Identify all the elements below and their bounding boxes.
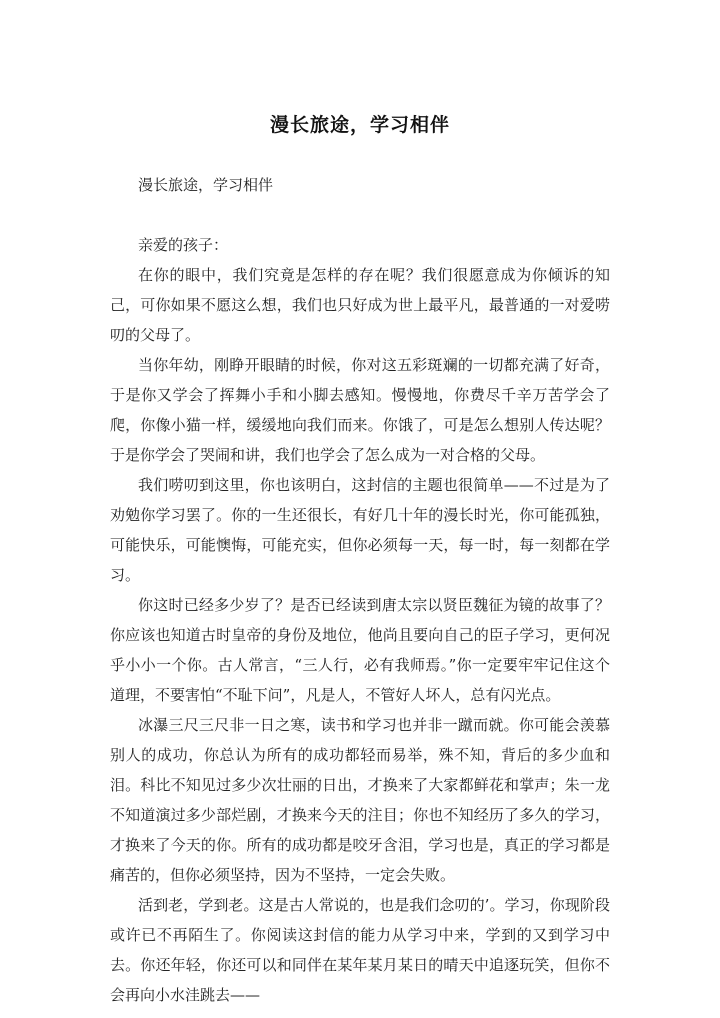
paragraph-4: 你这时已经多少岁了？是否已经读到唐太宗以贤臣魏征为镜的故事了？你应该也知道古时皇帝的身份及地位，他尚且要向自己的臣子学习，更何况乎小小一个你。古人常言，“三人行，必有我师焉。”你一定要牢牢记住这个道理，不要害怕“不耻下问”，凡是人，不管好人坏人，总有闪光点。	[110, 596, 610, 704]
paragraph-3: 我们唠叨到这里，你也该明白，这封信的主题也很简单——不过是为了劝勉你学习罢了。你的一生还很长，有好几十年的漫长时光，你可能孤独，可能快乐，可能懊悔，可能充实，但你必须每一天，每一时，每一刻都在学习。	[110, 476, 610, 584]
letter-greeting: 亲爱的孩子：	[138, 236, 229, 254]
document-title: 漫长旅途，学习相伴	[269, 114, 450, 136]
paragraph-1: 在你的眼中，我们究竟是怎样的存在呢？我们很愿意成为你倾诉的知己，可你如果不愿这么想，我们也只好成为世上最平凡，最普通的一对爱唠叨的父母了。	[110, 266, 610, 344]
document-subtitle: 漫长旅途，学习相伴	[138, 176, 274, 194]
document-body	[110, 170, 610, 1010]
paragraph-2: 当你年幼，刚睁开眼睛的时候，你对这五彩斑斓的一切都充满了好奇，于是你又学会了挥舞小手和小脚去感知。慢慢地，你费尽千辛万苦学会了爬，你像小猫一样，缓缓地向我们而来。你饿了，可是怎么想别人传达呢？于是你学会了哭闹和讲，我们也学会了怎么成为一对合格的父母。	[110, 356, 610, 464]
paragraph-5: 冰瀑三尺三尺非一日之寒，读书和学习也并非一蹴而就。你可能会羡慕别人的成功，你总认为所有的成功都轻而易举，殊不知，背后的多少血和泪。科比不知见过多少次壮丽的日出，才换来了大家都鲜花和掌声；朱一龙不知道演过多少部烂剧，才换来今天的注目；你也不知经历了多久的学习，才换来了今天的你。所有的成功都是咬牙含泪，学习也是，真正的学习都是痛苦的，但你必须坚持，因为不坚持，一定会失败。	[110, 716, 610, 884]
paragraph-6: 活到老，学到老。这是古人常说的，也是我们念叨的’。学习，你现阶段或许已不再陌生了。你阅读这封信的能力从学习中来，学到的又到学习中去。你还年轻，你还可以和同伴在某年某月某日的晴天中追逐玩笑，但你不会再向小水洼跳去——	[110, 896, 610, 1004]
